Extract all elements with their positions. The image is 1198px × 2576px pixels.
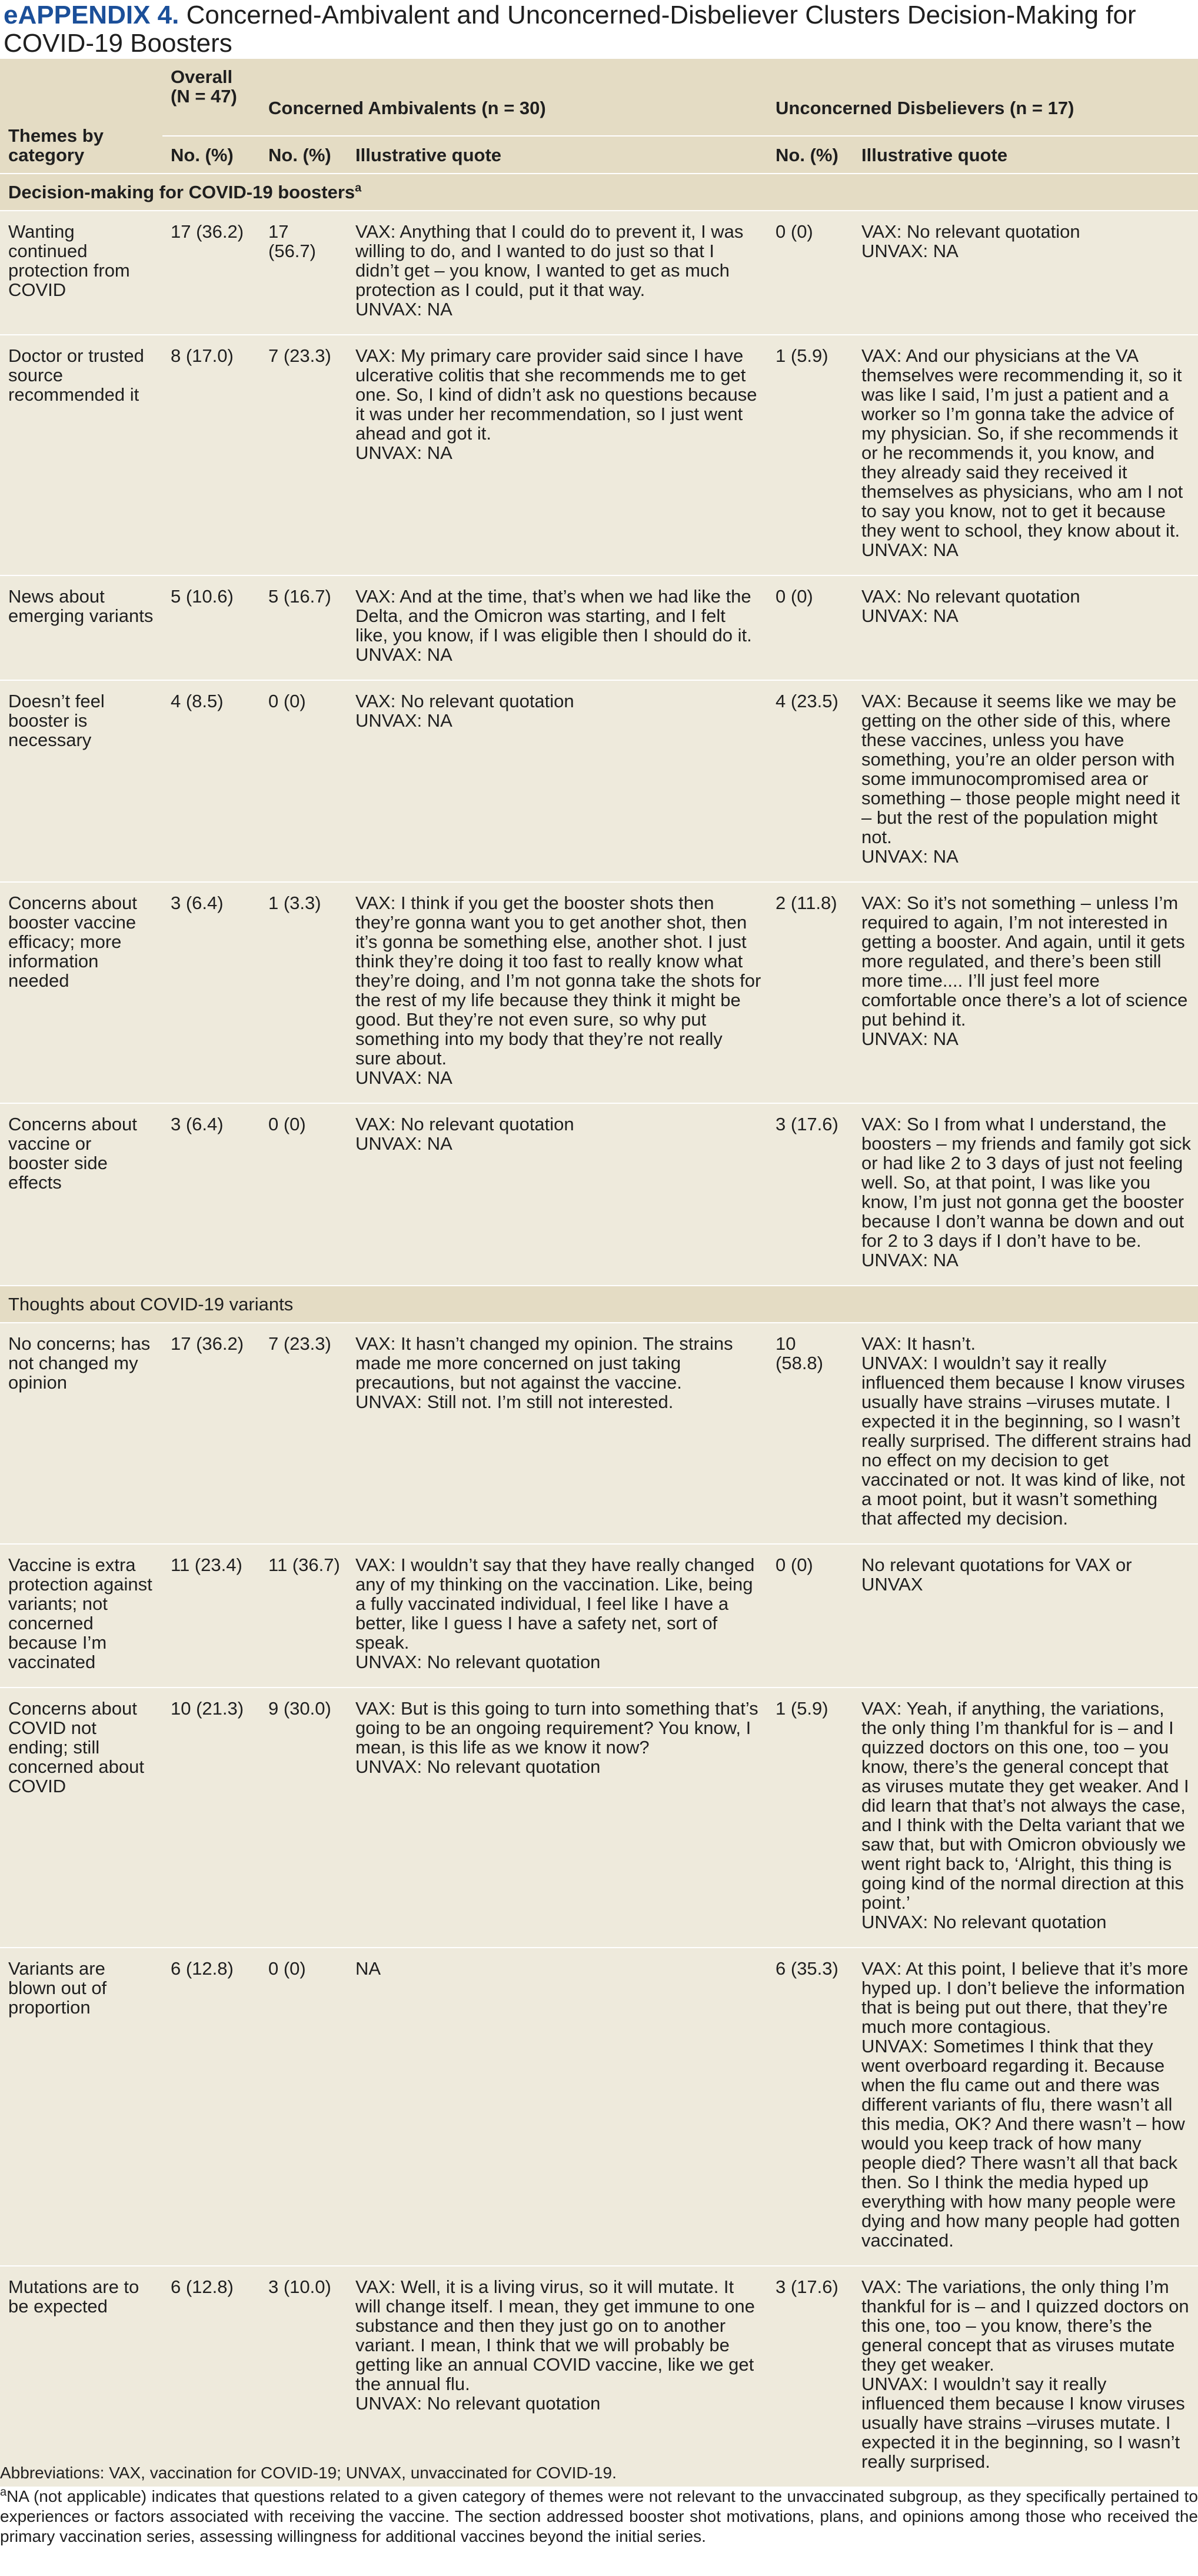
unconcerned-count-cell: 1 (5.9) <box>767 335 853 575</box>
page-title <box>4 1 1194 58</box>
themes-table <box>0 59 1198 2488</box>
concerned-count-cell: 0 (0) <box>260 680 347 882</box>
concerned-count-cell: 5 (16.7) <box>260 575 347 680</box>
header-overall: Overall (N = 47) <box>162 59 260 136</box>
header-themes-by-category: Themes by category <box>0 59 162 174</box>
concerned-count-cell: 7 (23.3) <box>260 335 347 575</box>
table-row <box>0 1544 1198 1688</box>
concerned-quote-cell: VAX: I think if you get the booster shots then they’re gonna want you to get another shot, then it’s gonna be something else, another shot. I just think they’re doing it too fast to really know what they’re doing, and I’m not gonna take the shots for the rest of my life because they think it might be good. But they’re not even sure, so why put something into my body that they’re not really sure about. UNVAX: NA <box>347 882 767 1103</box>
unconcerned-count-cell: 4 (23.5) <box>767 680 853 882</box>
unconcerned-quote-cell: VAX: Because it seems like we may be getting on the other side of this, where these vaccines, unless you have something, you’re an older person with some immunocompromised area or something – those people might need it – but the rest of the population might not. UNVAX: NA <box>853 680 1198 882</box>
table-row <box>0 211 1198 335</box>
unconcerned-quote-cell: No relevant quotations for VAX or UNVAX <box>853 1544 1198 1688</box>
table-row <box>0 1103 1198 1286</box>
concerned-count-cell: 9 (30.0) <box>260 1688 347 1948</box>
theme-cell: Concerns about vaccine or booster side effects <box>0 1103 162 1286</box>
table-row <box>0 882 1198 1103</box>
unconcerned-count-cell: 1 (5.9) <box>767 1688 853 1948</box>
table-header <box>0 59 1198 174</box>
unconcerned-quote-cell: VAX: No relevant quotation UNVAX: NA <box>853 575 1198 680</box>
header-ud-no-pct: No. (%) <box>767 136 853 174</box>
concerned-count-cell: 0 (0) <box>260 1103 347 1286</box>
concerned-count-cell: 7 (23.3) <box>260 1323 347 1544</box>
unconcerned-count-cell: 0 (0) <box>767 211 853 335</box>
concerned-count-cell: 17 (56.7) <box>260 211 347 335</box>
concerned-quote-cell: VAX: No relevant quotation UNVAX: NA <box>347 1103 767 1286</box>
overall-count-cell: 3 (6.4) <box>162 1103 260 1286</box>
concerned-quote-cell: VAX: My primary care provider said since I have ulcerative colitis that she recommends me to get one. So, I kind of didn’t ask no questions because it was under her recommendation, so I just went ahead and got it. UNVAX: NA <box>347 335 767 575</box>
unconcerned-quote-cell: VAX: And our physicians at the VA themselves were recommending it, so it was like I said, I’m just a patient and a worker so I’m gonna take the advice of my physician. So, if she recommends it or he recommends it, you know, and they already said they received it themselves as physicians, who am I not to say you know, not to get it because they went to school, they know about it. UNVAX: NA <box>853 335 1198 575</box>
table-row <box>0 1323 1198 1544</box>
header-unconcerned-disbelievers: Unconcerned Disbelievers (n = 17) <box>767 59 1198 136</box>
overall-count-cell: 4 (8.5) <box>162 680 260 882</box>
concerned-quote-cell: VAX: Well, it is a living virus, so it will mutate. It will change itself. I mean, they get immune to one substance and then they just go on to another variant. I mean, I think that we will probably be getting like an annual COVID vaccine, like we get the annual flu. UNVAX: No relevant quotation <box>347 2266 767 2487</box>
unconcerned-quote-cell: VAX: So it’s not something – unless I’m required to again, I’m not interested in getting a booster. And again, until it gets more regulated, and there’s been still more time.... I’ll just feel more comfortable once there’s a lot of science put behind it. UNVAX: NA <box>853 882 1198 1103</box>
theme-cell: No concerns; has not changed my opinion <box>0 1323 162 1544</box>
overall-count-cell: 6 (12.8) <box>162 1948 260 2266</box>
unconcerned-count-cell: 3 (17.6) <box>767 1103 853 1286</box>
overall-count-cell: 17 (36.2) <box>162 1323 260 1544</box>
concerned-count-cell: 11 (36.7) <box>260 1544 347 1688</box>
header-overall-no-pct: No. (%) <box>162 136 260 174</box>
unconcerned-quote-cell: VAX: It hasn’t. UNVAX: I wouldn’t say it really influenced them because I know viruses usually have strains –viruses mutate. I expected it in the beginning, so I wasn’t really surprised. The different strains had no effect on my decision to get vaccinated or not. It was kind of like, not a moot point, but it wasn’t something that affected my decision. <box>853 1323 1198 1544</box>
header-ud-quote: Illustrative quote <box>853 136 1198 174</box>
header-ca-no-pct: No. (%) <box>260 136 347 174</box>
concerned-count-cell: 3 (10.0) <box>260 2266 347 2487</box>
theme-cell: Variants are blown out of proportion <box>0 1948 162 2266</box>
table-row <box>0 2266 1198 2487</box>
theme-cell: Vaccine is extra protection against variants; not concerned because I’m vaccinated <box>0 1544 162 1688</box>
table-row <box>0 1948 1198 2266</box>
overall-count-cell: 11 (23.4) <box>162 1544 260 1688</box>
unconcerned-quote-cell: VAX: No relevant quotation UNVAX: NA <box>853 211 1198 335</box>
theme-cell: Concerns about COVID not ending; still concerned about COVID <box>0 1688 162 1948</box>
appendix-label: eAPPENDIX 4. <box>4 1 179 29</box>
table-row <box>0 680 1198 882</box>
overall-count-cell: 17 (36.2) <box>162 211 260 335</box>
unconcerned-count-cell: 6 (35.3) <box>767 1948 853 2266</box>
theme-cell: Mutations are to be expected <box>0 2266 162 2487</box>
concerned-count-cell: 1 (3.3) <box>260 882 347 1103</box>
overall-count-cell: 8 (17.0) <box>162 335 260 575</box>
section-heading <box>0 174 1198 211</box>
unconcerned-count-cell: 0 (0) <box>767 1544 853 1688</box>
theme-cell: Doesn’t feel booster is necessary <box>0 680 162 882</box>
unconcerned-quote-cell: VAX: At this point, I believe that it’s more hyped up. I don’t believe the information that is being put out there, that they’re much more contagious. UNVAX: Sometimes I think that they went overboard regarding it. Because when the flu came out and there was different variants of flu, there wasn’t all this media, OK? And there wasn’t – how would you keep track of how many people died? There wasn’t all that back then. So I think the media hyped up everything with how many people were dying and how many people had gotten vaccinated. <box>853 1948 1198 2266</box>
footnote-text: NA (not applicable) indicates that questions related to a given category of themes were not relevant to the unvaccinated subgroup, as they specifically pertained to experiences or factors associated with receiving the vaccine. The section addressed booster shot motivations, plans, and opinions among those who received the primary vaccination series, assessing willingness for additional vaccines beyond the initial series. <box>0 2487 1198 2545</box>
footnote-mark: a <box>0 2485 7 2499</box>
section-heading-text: Thoughts about COVID-19 variants <box>8 1294 294 1314</box>
footnote-a <box>0 2487 1198 2547</box>
unconcerned-quote-cell: VAX: So I from what I understand, the boosters – my friends and family got sick or had like 2 to 3 days of just not feeling well. So, at that point, I was like you know, I’m just not gonna get the booster because I don’t wanna be down and out for 2 to 3 days if I don’t have to be. UNVAX: NA <box>853 1103 1198 1286</box>
section-heading-row <box>0 1286 1198 1323</box>
concerned-quote-cell: VAX: And at the time, that’s when we had like the Delta, and the Omicron was starting, and I felt like, you know, if I was eligible then I should do it. UNVAX: NA <box>347 575 767 680</box>
section-heading-row <box>0 174 1198 211</box>
unconcerned-quote-cell: VAX: The variations, the only thing I’m thankful for is – and I quizzed doctors on this one, too – you know, there’s the general concept that as viruses mutate they get weaker. UNVAX: I wouldn’t say it really influenced them because I know viruses usually have strains –viruses mutate. I expected it in the beginning, so I wasn’t really surprised. <box>853 2266 1198 2487</box>
table-row <box>0 575 1198 680</box>
overall-count-cell: 10 (21.3) <box>162 1688 260 1948</box>
concerned-quote-cell: VAX: It hasn’t changed my opinion. The strains made me more concerned on just taking precautions, but not against the vaccine. UNVAX: Still not. I’m still not interested. <box>347 1323 767 1544</box>
header-concerned-ambivalents: Concerned Ambivalents (n = 30) <box>260 59 767 136</box>
theme-cell: Concerns about booster vaccine efficacy; more information needed <box>0 882 162 1103</box>
concerned-quote-cell: VAX: I wouldn’t say that they have really changed any of my thinking on the vaccination. Like, being a fully vaccinated individual, I feel like I have a better, like I guess I have a safety net, sort of speak. UNVAX: No relevant quotation <box>347 1544 767 1688</box>
appendix-title: Concerned-Ambivalent and Unconcerned-Disbeliever Clusters Decision-Making for COVID-19 Boosters <box>4 1 1136 58</box>
section-heading <box>0 1286 1198 1323</box>
table-footer <box>0 2463 1198 2550</box>
unconcerned-count-cell: 0 (0) <box>767 575 853 680</box>
overall-count-cell: 3 (6.4) <box>162 882 260 1103</box>
concerned-count-cell: 0 (0) <box>260 1948 347 2266</box>
table-body <box>0 174 1198 2487</box>
overall-count-cell: 6 (12.8) <box>162 2266 260 2487</box>
concerned-quote-cell: NA <box>347 1948 767 2266</box>
concerned-quote-cell: VAX: But is this going to turn into something that’s going to be an ongoing requirement? You know, I mean, is this life as we know it now? UNVAX: No relevant quotation <box>347 1688 767 1948</box>
table-row <box>0 1688 1198 1948</box>
unconcerned-count-cell: 10 (58.8) <box>767 1323 853 1544</box>
abbreviations-note: Abbreviations: VAX, vaccination for COVID-19; UNVAX, unvaccinated for COVID-19. <box>0 2464 617 2482</box>
unconcerned-count-cell: 2 (11.8) <box>767 882 853 1103</box>
concerned-quote-cell: VAX: No relevant quotation UNVAX: NA <box>347 680 767 882</box>
section-heading-text: Decision-making for COVID-19 boosters <box>8 182 355 202</box>
theme-cell: News about emerging variants <box>0 575 162 680</box>
theme-cell: Doctor or trusted source recommended it <box>0 335 162 575</box>
table-row <box>0 335 1198 575</box>
section-heading-footnote-mark: a <box>355 181 362 195</box>
overall-count-cell: 5 (10.6) <box>162 575 260 680</box>
unconcerned-count-cell: 3 (17.6) <box>767 2266 853 2487</box>
header-ca-quote: Illustrative quote <box>347 136 767 174</box>
concerned-quote-cell: VAX: Anything that I could do to prevent it, I was willing to do, and I wanted to do just so that I didn’t get – you know, I wanted to get as much protection as I could, put it that way. UNVAX: NA <box>347 211 767 335</box>
theme-cell: Wanting continued protection from COVID <box>0 211 162 335</box>
unconcerned-quote-cell: VAX: Yeah, if anything, the variations, the only thing I’m thankful for is – and I quizzed doctors on this one, too – you know, there’s the general concept that as viruses mutate they get weaker. And I did learn that that’s not always the case, and I think with the Delta variant that we saw that, but with Omicron obviously we went right back to, ‘Alright, this thing is going kind of the normal direction at this point.’ UNVAX: No relevant quotation <box>853 1688 1198 1948</box>
